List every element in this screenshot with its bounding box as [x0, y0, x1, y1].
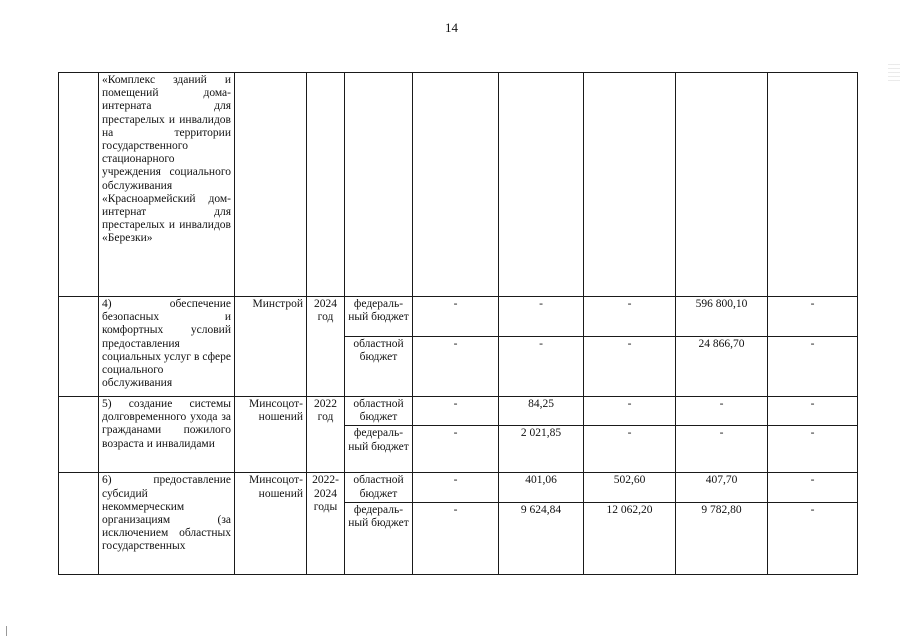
funding-source-cell: областной бюджет — [345, 337, 413, 397]
scan-artifact — [6, 626, 7, 636]
amount-cell: 401,06 — [499, 473, 584, 502]
program-table — [58, 72, 858, 575]
amount-cell: - — [499, 297, 584, 337]
table-row — [59, 73, 858, 297]
funding-source-cell: областной бюджет — [345, 397, 413, 426]
measure-name-cell: 4) обеспечение безопасных и комфортных условий предоставления социальных услуг в сфере социального обслуживания — [99, 297, 235, 397]
scan-artifact — [888, 64, 900, 84]
amount-cell: 407,70 — [676, 473, 768, 502]
table-row — [59, 297, 858, 337]
amount-cell — [676, 73, 768, 297]
amount-cell: 502,60 — [584, 473, 676, 502]
amount-cell: 2 021,85 — [499, 426, 584, 473]
page-number: 14 — [445, 20, 458, 35]
amount-cell: 84,25 — [499, 397, 584, 426]
amount-cell: - — [768, 502, 858, 574]
executor-cell: Минсоцот-ношений — [235, 473, 307, 574]
measure-name-cell: «Комплекс зданий и помещений дома-интерната для престарелых и инвалидов на территории государственного стационарного учреждения социального обслуживания «Красноармейский дом-интернат для престарелых и инвалидов «Березки» — [99, 73, 235, 297]
period-cell: 2022-2024 годы — [307, 473, 345, 574]
amount-cell: - — [413, 473, 499, 502]
table-row — [59, 473, 858, 502]
amount-cell — [584, 73, 676, 297]
amount-cell: 12 062,20 — [584, 502, 676, 574]
amount-cell: - — [413, 502, 499, 574]
period-cell: 2024 год — [307, 297, 345, 397]
measure-name-cell: 5) создание системы долговременного ухода за гражданами пожилого возраста и инвалидами — [99, 397, 235, 473]
period-cell: 2022 год — [307, 397, 345, 473]
amount-cell: 596 800,10 — [676, 297, 768, 337]
amount-cell: - — [413, 297, 499, 337]
amount-cell: - — [768, 426, 858, 473]
amount-cell: - — [584, 337, 676, 397]
amount-cell — [499, 73, 584, 297]
amount-cell: - — [499, 337, 584, 397]
row-number-cell — [59, 73, 99, 297]
amount-cell: - — [413, 426, 499, 473]
executor-cell — [235, 73, 307, 297]
funding-source-cell: федераль-ный бюджет — [345, 297, 413, 337]
amount-cell: 9 782,80 — [676, 502, 768, 574]
amount-cell: - — [768, 297, 858, 337]
amount-cell: - — [584, 397, 676, 426]
executor-cell: Минстрой — [235, 297, 307, 397]
amount-cell: - — [413, 397, 499, 426]
table-row — [59, 397, 858, 426]
measure-name-cell: 6) предоставление субсидий некоммерческим организациям (за исключением областных государственных — [99, 473, 235, 574]
amount-cell: - — [676, 426, 768, 473]
funding-source-cell: федераль-ный бюджет — [345, 502, 413, 574]
amount-cell: 24 866,70 — [676, 337, 768, 397]
amount-cell: - — [413, 337, 499, 397]
row-number-cell — [59, 397, 99, 473]
amount-cell — [413, 73, 499, 297]
table-body — [59, 73, 858, 575]
amount-cell: - — [676, 397, 768, 426]
funding-source-cell — [345, 73, 413, 297]
funding-source-cell: областной бюджет — [345, 473, 413, 502]
period-cell — [307, 73, 345, 297]
row-number-cell — [59, 297, 99, 397]
amount-cell: - — [768, 473, 858, 502]
funding-source-cell: федераль-ный бюджет — [345, 426, 413, 473]
row-number-cell — [59, 473, 99, 574]
executor-cell: Минсоцот-ношений — [235, 397, 307, 473]
amount-cell: - — [584, 426, 676, 473]
amount-cell: - — [768, 397, 858, 426]
amount-cell: - — [768, 337, 858, 397]
amount-cell: - — [584, 297, 676, 337]
amount-cell — [768, 73, 858, 297]
amount-cell: 9 624,84 — [499, 502, 584, 574]
